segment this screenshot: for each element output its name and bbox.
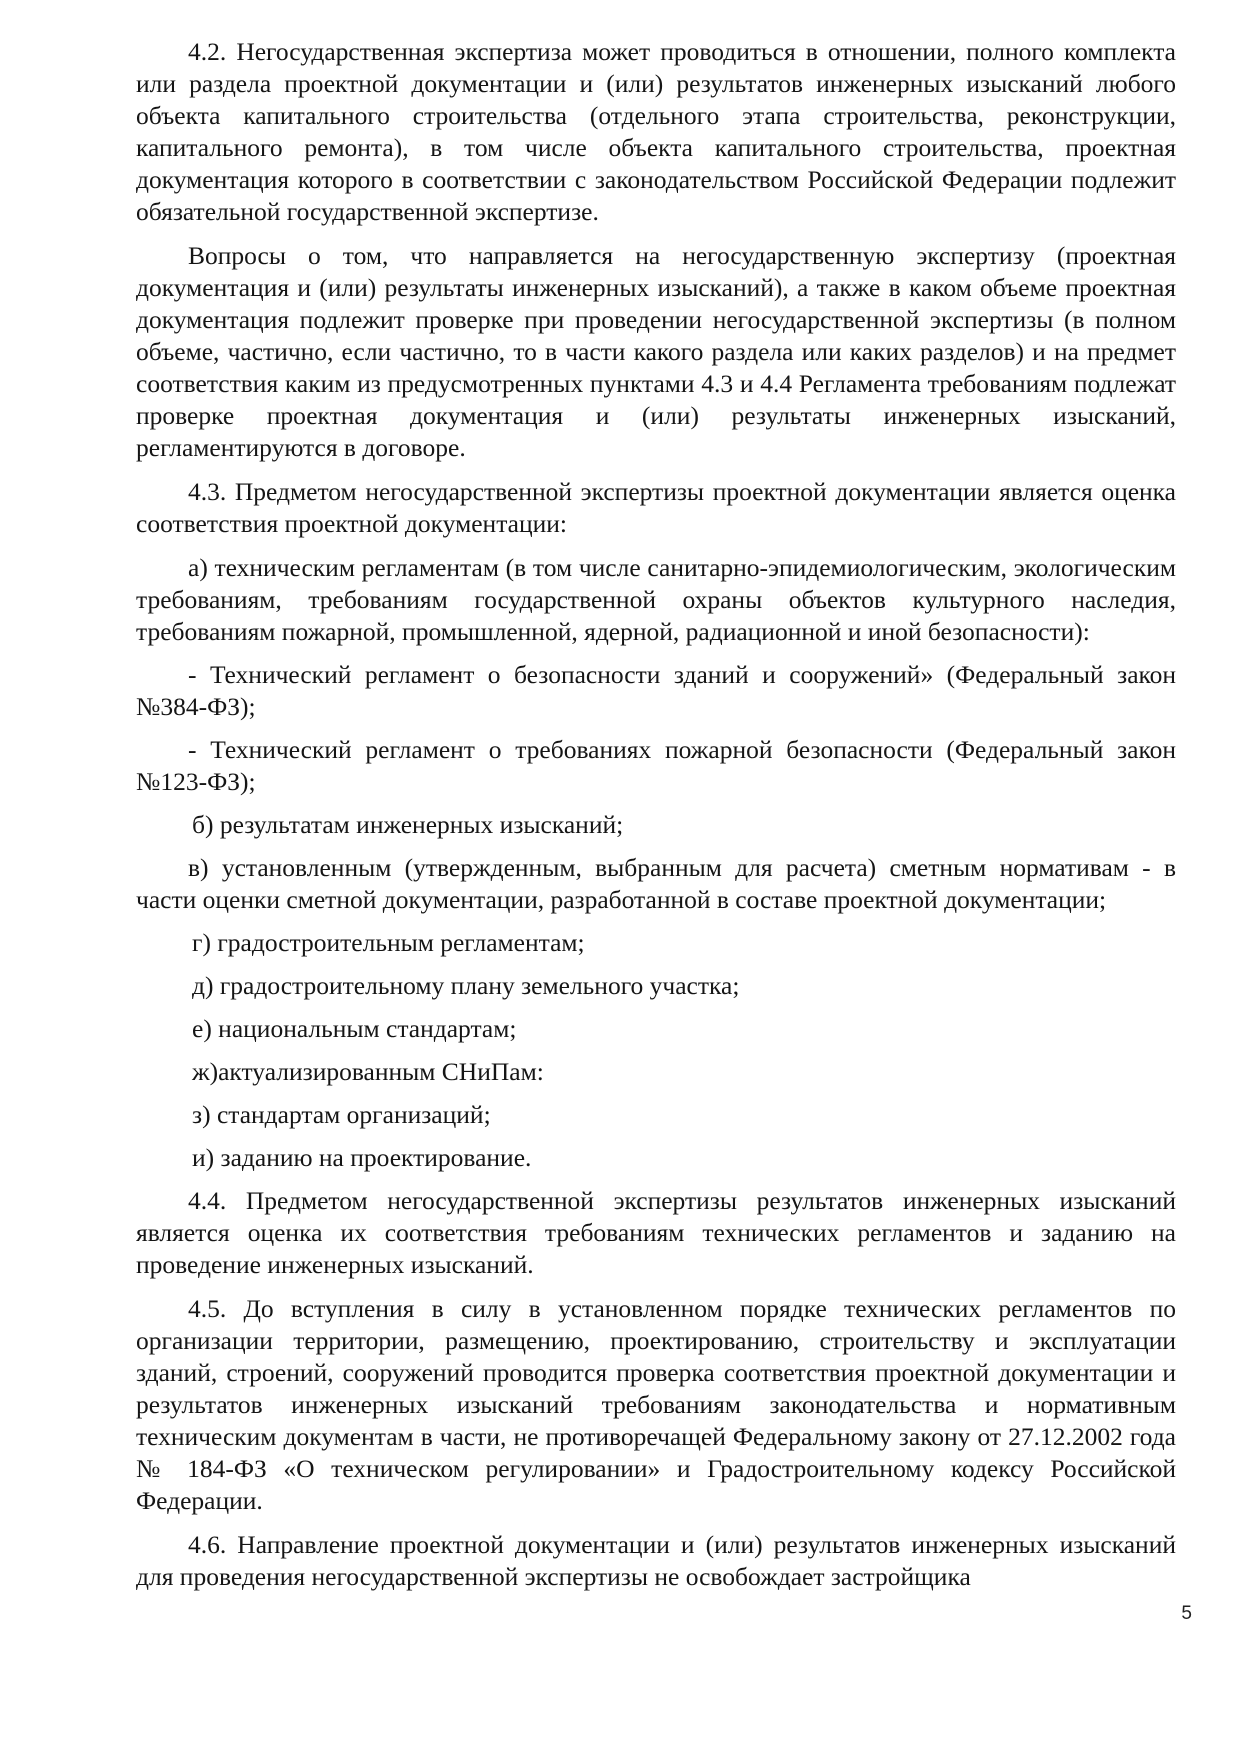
list-item-z: з) стандартам организаций;	[192, 1100, 491, 1129]
list-item-i: и) заданию на проектирование.	[192, 1143, 532, 1172]
list-item-a: а) техническим регламентам (в том числе санитарно-эпидемиологическим, экологическим требованиям, требованиям государственной охраны объектов культурного наследия, требованиям пожарной, промышленной, ядерной, радиационной и иной безопасности):	[136, 553, 1176, 646]
list-item-b: б) результатам инженерных изысканий;	[192, 810, 624, 839]
list-item-g: г) градостроительным регламентам;	[192, 928, 585, 957]
list-item-zh: ж)актуализированным СНиПам:	[192, 1057, 544, 1086]
paragraph-4-5: 4.5. До вступления в силу в установленном порядке технических регламентов по организации территории, размещению, проектированию, строительству и эксплуатации зданий, строений, сооружений проводится проверка соответствия проектной документации и результатов инженерных изысканий требованиям законодательства и нормативным техническим документам в части, не противоречащей Федеральному закону от 27.12.2002 года № 184-ФЗ «О техническом регулировании» и Градостроительному кодексу Российской Федерации.	[136, 1294, 1176, 1515]
page-number: 5	[1181, 1603, 1192, 1624]
list-item-regulation-384: - Технический регламент о безопасности зданий и сооружений» (Федеральный закон №384-ФЗ);	[136, 660, 1176, 721]
paragraph-4-6: 4.6. Направление проектной документации и (или) результатов инженерных изысканий для проведения негосударственной экспертизы не освобождает застройщика	[136, 1530, 1176, 1591]
list-item-e: е) национальным стандартам;	[192, 1014, 517, 1043]
list-item-regulation-123: - Технический регламент о требованиях пожарной безопасности (Федеральный закон №123-ФЗ);	[136, 735, 1176, 796]
paragraph-4-4: 4.4. Предметом негосударственной экспертизы результатов инженерных изысканий является оценка их соответствия требованиям технических регламентов и заданию на проведение инженерных изысканий.	[136, 1186, 1176, 1279]
paragraph-questions: Вопросы о том, что направляется на негосударственную экспертизу (проектная документация и (или) результаты инженерных изысканий), а также в каком объеме проектная документация подлежит проверке при проведении негосударственной экспертизы (в полном объеме, частично, если частично, то в части какого раздела или каких разделов) и на предмет соответствия каким из предусмотренных пунктами 4.3 и 4.4 Регламента требованиям подлежат проверке проектная документация и (или) результаты инженерных изысканий, регламентируются в договоре.	[136, 241, 1176, 462]
paragraph-4-3: 4.3. Предметом негосударственной экспертизы проектной документации является оценка соответствия проектной документации:	[136, 477, 1176, 538]
list-item-v: в) установленным (утвержденным, выбранным для расчета) сметным нормативам - в части оценки сметной документации, разработанной в составе проектной документации;	[136, 853, 1176, 914]
paragraph-4-2: 4.2. Негосударственная экспертиза может проводиться в отношении, полного комплекта или раздела проектной документации и (или) результатов инженерных изысканий любого объекта капитального строительства (отдельного этапа строительства, реконструкции, капитального ремонта), в том числе объекта капитального строительства, проектная документация которого в соответствии с законодательством Российской Федерации подлежит обязательной государственной экспертизе.	[136, 37, 1176, 226]
list-item-d: д) градостроительному плану земельного участка;	[192, 971, 740, 1000]
